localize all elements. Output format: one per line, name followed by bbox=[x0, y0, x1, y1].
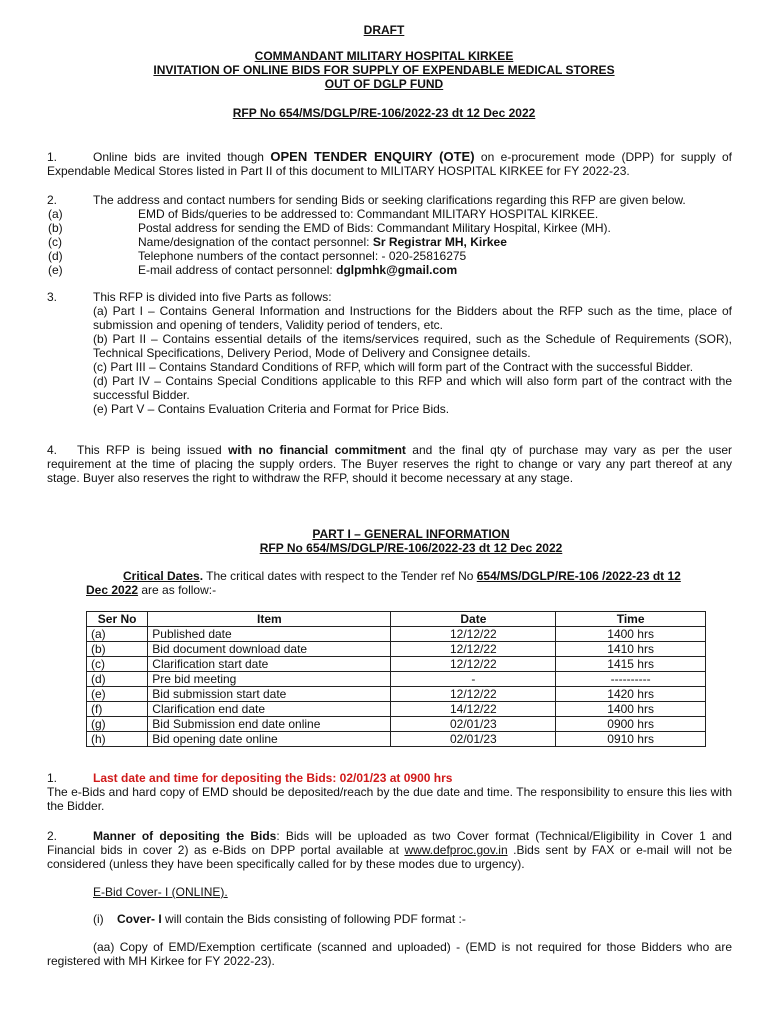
header-line-3: OUT OF DGLP FUND bbox=[324, 77, 444, 91]
list-item: (c) Name/designation of the contact personnel: Sr Registrar MH, Kirkee bbox=[48, 235, 507, 249]
part-3-desc: (c) Part III – Contains Standard Conditions of RFP, which will form part of the Contract with the successful Bidder. bbox=[93, 360, 694, 374]
cover-1-label: Cover- I bbox=[117, 912, 162, 926]
cover-1-item-aa: (aa) Copy of EMD/Exemption certificate (scanned and uploaded) - (EMD is not required for those Bidders who are registered with MH Kirkee for FY 2022-23). bbox=[47, 940, 732, 968]
col-header-ser: Ser No bbox=[87, 612, 148, 627]
para-number: 4. bbox=[47, 443, 58, 457]
rfp-number: RFP No 654/MS/DGLP/RE-106/2022-23 dt 12 Dec 2022 bbox=[232, 106, 536, 120]
para-number: 1. bbox=[47, 150, 58, 164]
critical-dates-label: Critical Dates bbox=[123, 569, 200, 583]
part-5-desc: (e) Part V – Contains Evaluation Criteria and Format for Price Bids. bbox=[93, 402, 450, 416]
col-header-date: Date bbox=[391, 612, 556, 627]
part-1-desc: (a) Part I – Contains General Information and Instructions for the Bidders about the RFP such as the time, place of submission and opening of tenders, Validity period of tenders, etc. bbox=[93, 304, 732, 332]
para-number: 3. bbox=[47, 290, 58, 304]
para-number: 2. bbox=[47, 193, 58, 207]
section-1 bbox=[47, 771, 732, 813]
part-2-desc: (b) Part II – Contains essential details of the items/services required, such as the Schedule of Requirements (SOR), Technical Specifications, Delivery Period, Mode of Delivery and Consignee details. bbox=[93, 332, 732, 360]
table-row: (c) Clarification start date 12/12/22 1415 hrs bbox=[87, 657, 706, 672]
paragraph-2: 2. The address and contact numbers for sending Bids or seeking clarifications regarding this RFP are given below. (a) EMD of Bids/queries to be addressed to: Commandant MILITARY HOSPITAL KIRKEE. (b) Postal address for sending the EMD of Bids: Commandant Military Hospital, Kirkee (MH). (c) Name/designation of the contact personnel: Sr Registrar MH, Kirkee (d) Telephone numbers of the contact personnel: - 020-25816275 (e) E-mail address of contact personnel: dglpmhk@gmail.com bbox=[47, 193, 732, 277]
critical-dates-intro: Critical Dates. The critical dates with respect to the Tender ref No 654/MS/DGLP/RE-106 /2022-23 dt 12 Dec 2022 are as follow:- bbox=[86, 569, 681, 597]
contact-email: dglpmhk@gmail.com bbox=[336, 263, 458, 277]
table-row: (g) Bid Submission end date online 02/01/23 0900 hrs bbox=[87, 717, 706, 732]
list-item: (d) Telephone numbers of the contact personnel: - 020-25816275 bbox=[48, 249, 467, 263]
table-row: (b) Bid document download date 12/12/22 1410 hrs bbox=[87, 642, 706, 657]
list-item: (e) E-mail address of contact personnel: dglpmhk@gmail.com bbox=[48, 263, 458, 277]
ote-text: OPEN TENDER ENQUIRY (OTE) bbox=[270, 149, 475, 164]
cover-1-heading: E-Bid Cover- I (ONLINE). bbox=[93, 885, 228, 899]
critical-dates-table bbox=[86, 611, 706, 747]
manner-label: Manner of depositing the Bids bbox=[93, 829, 277, 843]
header-line-1: COMMANDANT MILITARY HOSPITAL KIRKEE bbox=[254, 49, 514, 63]
table-row: (f) Clarification end date 14/12/22 1400 hrs bbox=[87, 702, 706, 717]
cover-1-item-i: (i) Cover- I will contain the Bids consisting of following PDF format :- bbox=[93, 912, 466, 926]
header-line-2: INVITATION OF ONLINE BIDS FOR SUPPLY OF EXPENDABLE MEDICAL STORES bbox=[153, 63, 615, 77]
para-number: 2. bbox=[47, 829, 58, 843]
deposit-instructions: The e-Bids and hard copy of EMD should be deposited/reach by the due date and time. The responsibility to ensure this lies with the Bidder. bbox=[47, 785, 732, 813]
paragraph-4: 4. This RFP is being issued with no financial commitment and the final qty of purchase may vary as per the user requirement at the time of placing the supply orders. The Buyer reserves the right to change or vary any part thereof at any stage. Buyer also reserves the right to withdraw the RFP, should it become necessary at any stage. bbox=[47, 443, 732, 485]
dpp-portal-link[interactable]: www.defproc.gov.in bbox=[404, 843, 508, 857]
no-financial-commitment: with no financial commitment bbox=[228, 443, 406, 457]
section-2: 2. Manner of depositing the Bids: Bids will be uploaded as two Cover format (Technical/Eligibility in Cover 1 and Financial bids in cover 2) as e-Bids on DPP portal available at www.defproc.gov.in .Bids sent by FAX or e-mail will not be considered (unless they have been specifically called for by these modes due to urgency). bbox=[47, 829, 732, 871]
para-number: 1. bbox=[47, 771, 58, 785]
table-row: (a) Published date 12/12/22 1400 hrs bbox=[87, 627, 706, 642]
table-row: (h) Bid opening date online 02/01/23 0910 hrs bbox=[87, 732, 706, 747]
col-header-time: Time bbox=[556, 612, 706, 627]
last-date-notice: Last date and time for depositing the Bids: 02/01/23 at 0900 hrs bbox=[93, 771, 453, 785]
table-header-row bbox=[87, 612, 706, 627]
list-item: (a) EMD of Bids/queries to be addressed to: Commandant MILITARY HOSPITAL KIRKEE. bbox=[48, 207, 599, 221]
paragraph-1: 1. Online bids are invited though OPEN TENDER ENQUIRY (OTE) on e-procurement mode (DPP) for supply of Expendable Medical Stores listed in Part II of this document to MILITARY HOSPITAL KIRKEE for FY 2022-23. bbox=[47, 149, 732, 178]
col-header-item: Item bbox=[148, 612, 391, 627]
part-4-desc: (d) Part IV – Contains Special Conditions applicable to this RFP and which will also form part of the contract with the successful Bidder. bbox=[93, 374, 732, 402]
part-1-title: PART I – GENERAL INFORMATION bbox=[312, 527, 510, 541]
table-row: (e) Bid submission start date 12/12/22 1420 hrs bbox=[87, 687, 706, 702]
list-item: (b) Postal address for sending the EMD of Bids: Commandant Military Hospital, Kirkee (MH). bbox=[48, 221, 611, 235]
draft-label: DRAFT bbox=[363, 23, 405, 37]
table-row: (d) Pre bid meeting - ---------- bbox=[87, 672, 706, 687]
part-1-rfp: RFP No 654/MS/DGLP/RE-106/2022-23 dt 12 Dec 2022 bbox=[259, 541, 563, 555]
tender-ref: 654/MS/DGLP/RE-106 /2022-23 dt 12 Dec 2022 bbox=[86, 569, 681, 597]
contact-name: Sr Registrar MH, Kirkee bbox=[372, 235, 507, 249]
paragraph-3: 3. This RFP is divided into five Parts as follows: (a) Part I – Contains General Information and Instructions for the Bidders about the RFP such as the time, place of submission and opening of tenders, Validity period of tenders, etc. (b) Part II – Contains essential details of the items/services required, such as the Schedule of Requirements (SOR), Technical Specifications, Delivery Period, Mode of Delivery and Consignee details. (c) Part III – Contains Standard Conditions of RFP, which will form part of the Contract with the successful Bidder. (d) Part IV – Contains Special Conditions applicable to this RFP and which will also form part of the contract with the successful Bidder. (e) Part V – Contains Evaluation Criteria and Format for Price Bids. bbox=[47, 290, 732, 416]
